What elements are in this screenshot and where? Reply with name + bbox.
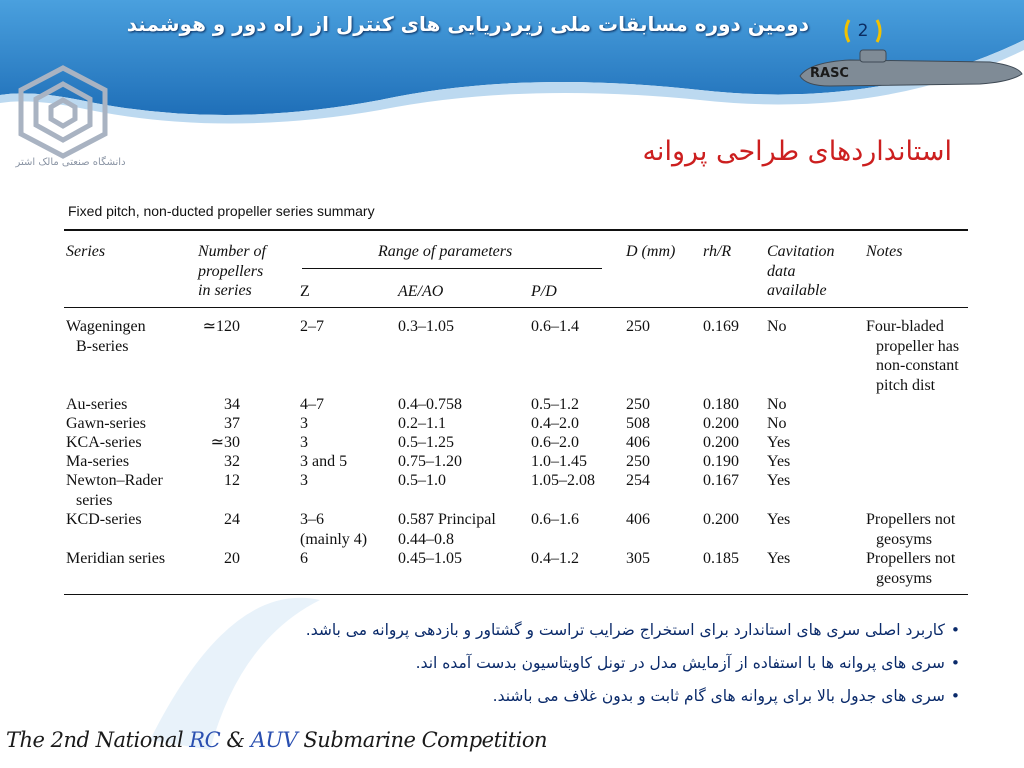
header-series: Series [66,243,106,260]
cell-cav: Yes [767,434,791,451]
slide-number: 2 [857,21,869,41]
cell-d: 250 [626,396,650,413]
bullet-item: •کاربرد اصلی سری های استاندارد برای استخراج ضرایب تراست و گشتاور و بازدهی پروانه می باشد. [305,621,960,639]
cell-z: 3–6 (mainly 4) [300,511,368,548]
cell-d: 254 [626,472,650,489]
cell-series: Wageningen B-series [66,318,146,355]
cell-d: 406 [626,434,650,451]
cell-cav: No [767,396,787,413]
bullet-dot-icon: • [950,621,960,639]
cell-ae: 0.75–1.20 [398,453,462,470]
bullet-dot-icon: • [950,687,960,705]
table-bottom-rule [64,594,968,595]
header-ae: AE/AO [398,283,444,300]
cell-ae: 0.587 Principal 0.44–0.8 [398,511,496,548]
cell-ae: 0.4–0.758 [398,396,462,413]
slide-heading: استانداردهای طراحی پروانه [642,136,952,167]
cell-z: 2–7 [300,318,324,335]
footer-text: The 2nd National RC & AUV Submarine Competition [6,728,548,752]
header-number: Number of propellers in series [198,243,266,299]
cell-number: ≃120 [202,318,240,335]
bullet-item: •سری های پروانه ها با استفاده از آزمایش مدل در تونل کاویتاسیون بدست آمده اند. [415,654,960,672]
cell-pd: 0.6–1.6 [531,511,579,528]
cell-rh: 0.200 [703,415,739,432]
university-logo [10,62,116,162]
cell-z: 3 [300,472,308,489]
cell-number: 20 [224,550,240,567]
cell-d: 250 [626,318,650,335]
cell-d: 250 [626,453,650,470]
cell-number: 37 [224,415,240,432]
header-range: Range of parameters [378,243,513,260]
bullet-dot-icon: • [950,654,960,672]
cell-number: 24 [224,511,240,528]
cell-z: 4–7 [300,396,324,413]
cell-pd: 1.05–2.08 [531,472,595,489]
cell-rh: 0.190 [703,453,739,470]
cell-pd: 0.4–1.2 [531,550,579,567]
header-cavitation: Cavitation data available [767,243,835,299]
cell-z: 3 and 5 [300,453,348,470]
cell-rh: 0.169 [703,318,739,335]
cell-series: Au-series [66,396,128,413]
cell-notes: Propellers not geosyms [866,511,956,548]
cell-pd: 0.4–2.0 [531,415,579,432]
cell-notes: Four-bladed propeller has non-constant pitch dist [866,318,960,394]
cell-cav: No [767,415,787,432]
cell-ae: 0.45–1.05 [398,550,462,567]
header-pd: P/D [531,283,557,300]
cell-series: KCD-series [66,511,142,528]
cell-z: 3 [300,415,308,432]
range-subrule [302,268,602,269]
cell-pd: 1.0–1.45 [531,453,587,470]
cell-notes: Propellers not geosyms [866,550,956,587]
bullet-item: •سری های جدول بالا برای پروانه های گام ثابت و بدون غلاف می باشند. [492,687,960,705]
cell-rh: 0.180 [703,396,739,413]
table-top-rule [64,229,968,231]
cell-ae: 0.2–1.1 [398,415,446,432]
cell-cav: Yes [767,511,791,528]
header-notes: Notes [866,243,903,260]
cell-rh: 0.167 [703,472,739,489]
header-z: Z [300,283,310,300]
bullet-list [160,620,960,719]
cell-rh: 0.200 [703,511,739,528]
cell-d: 406 [626,511,650,528]
cell-cav: Yes [767,472,791,489]
cell-series: KCA-series [66,434,142,451]
cell-pd: 0.6–2.0 [531,434,579,451]
cell-series: Newton–Rader series [66,472,163,509]
cell-ae: 0.5–1.0 [398,472,446,489]
cell-rh: 0.200 [703,434,739,451]
cell-ae: 0.3–1.05 [398,318,454,335]
cell-number: 34 [224,396,240,413]
cell-number: ≃30 [210,434,240,451]
cell-z: 3 [300,434,308,451]
table-header-rule [64,307,968,308]
header-d: D (mm) [626,243,676,260]
cell-series: Meridian series [66,550,166,567]
header-rh: rh/R [703,243,732,260]
rasc-label: RASC [810,66,849,81]
cell-d: 508 [626,415,650,432]
cell-d: 305 [626,550,650,567]
cell-series: Ma-series [66,453,130,470]
cell-ae: 0.5–1.25 [398,434,454,451]
header-title: دومین دوره مسابقات ملی زیردریایی های کنترل از راه دور و هوشمند [126,12,809,36]
cell-number: 32 [224,453,240,470]
logo-caption: دانشگاه صنعتی مالک اشتر [15,157,126,168]
cell-cav: Yes [767,453,791,470]
cell-pd: 0.6–1.4 [531,318,579,335]
cell-series: Gawn-series [66,415,146,432]
cell-rh: 0.185 [703,550,739,567]
cell-cav: No [767,318,787,335]
cell-number: 12 [224,472,240,489]
cell-pd: 0.5–1.2 [531,396,579,413]
table-caption: Fixed pitch, non-ducted propeller series summary [68,203,375,219]
cell-z: 6 [300,550,308,567]
cell-cav: Yes [767,550,791,567]
